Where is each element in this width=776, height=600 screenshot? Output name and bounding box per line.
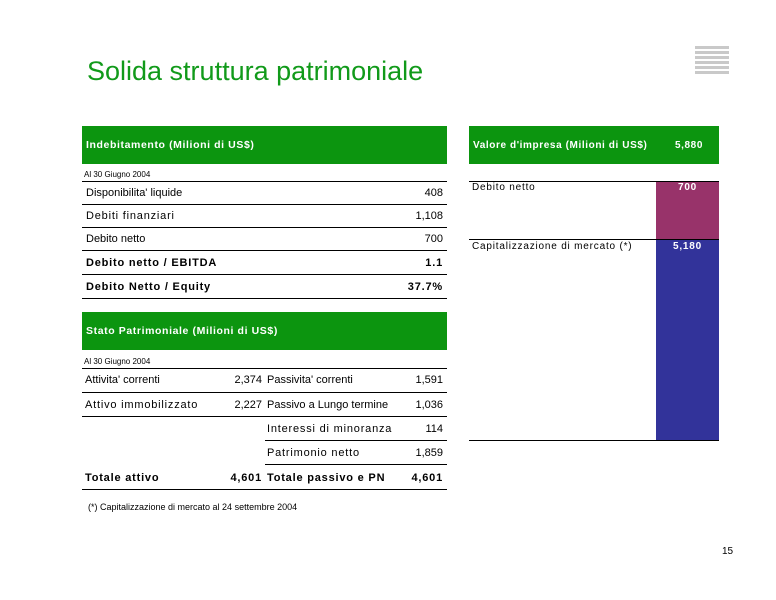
divider: [82, 416, 447, 417]
ev-mkt-cap-value: 5,180: [672, 241, 703, 252]
ev-header-label: Valore d'impresa (Milioni di US$): [473, 139, 648, 151]
total-liabilities-value: 4,601: [411, 472, 443, 484]
market-cap-block: [656, 239, 719, 440]
liability-value: 1,859: [415, 447, 443, 459]
liability-label: Passivo a Lungo termine: [267, 399, 389, 411]
row-label: Debito Netto / Equity: [86, 280, 211, 293]
row-value: 1.1: [425, 256, 443, 269]
table-row: [82, 251, 447, 275]
row-label: Debiti finanziari: [86, 210, 175, 222]
total-assets-value: 4,601: [230, 472, 262, 484]
balance-date-note: Al 30 Giugno 2004: [84, 357, 151, 366]
row-label: Debito netto / EBITDA: [86, 256, 218, 269]
table-row: [82, 182, 447, 205]
logo-icon: [695, 46, 729, 79]
asset-label: Attivita' correnti: [85, 374, 160, 386]
liability-value: 1,591: [415, 374, 443, 386]
page-number: 15: [722, 546, 734, 557]
row-value: 700: [424, 233, 443, 245]
divider: [265, 440, 447, 441]
liability-value: 1,036: [415, 399, 443, 411]
debt-table-header: Indebitamento (Milioni di US$): [82, 126, 447, 164]
asset-label: Attivo immobilizzato: [85, 399, 199, 411]
row-label: Disponibilita' liquide: [86, 187, 183, 199]
row-value: 1,108: [415, 210, 443, 222]
row-value: 37.7%: [407, 280, 443, 293]
divider: [265, 464, 447, 465]
ev-header-value: 5,880: [674, 139, 703, 151]
divider: [469, 440, 719, 441]
liability-label: Interessi di minoranza: [267, 423, 393, 435]
page-title: Solida struttura patrimoniale: [87, 56, 424, 86]
ev-net-debt-label: Debito netto: [472, 182, 536, 193]
ev-mkt-cap-label: Capitalizzazione di mercato (*): [472, 241, 633, 252]
divider: [82, 392, 447, 393]
debt-table: [82, 182, 447, 299]
asset-value: 2,227: [234, 399, 262, 411]
liability-value: 114: [425, 423, 443, 435]
row-value: 408: [424, 187, 443, 199]
liability-label: Passivita' correnti: [267, 374, 353, 386]
ev-header: [469, 126, 719, 164]
total-assets-label: Totale attivo: [85, 472, 160, 484]
row-label: Debito netto: [86, 233, 146, 245]
divider: [82, 489, 447, 490]
balance-table-header: Stato Patrimoniale (Milioni di US$): [82, 312, 447, 350]
divider: [469, 239, 719, 240]
footnote: (*) Capitalizzazione di mercato al 24 settembre 2004: [88, 502, 298, 512]
table-row: [82, 228, 447, 251]
debt-date-note: Al 30 Giugno 2004: [84, 170, 151, 179]
divider: [82, 368, 447, 369]
table-row: [82, 275, 447, 299]
total-liabilities-label: Totale passivo e PN: [267, 472, 386, 484]
ev-net-debt-value: 700: [677, 182, 698, 193]
table-row: [82, 205, 447, 228]
liability-label: Patrimonio netto: [267, 447, 360, 459]
asset-value: 2,374: [234, 374, 262, 386]
